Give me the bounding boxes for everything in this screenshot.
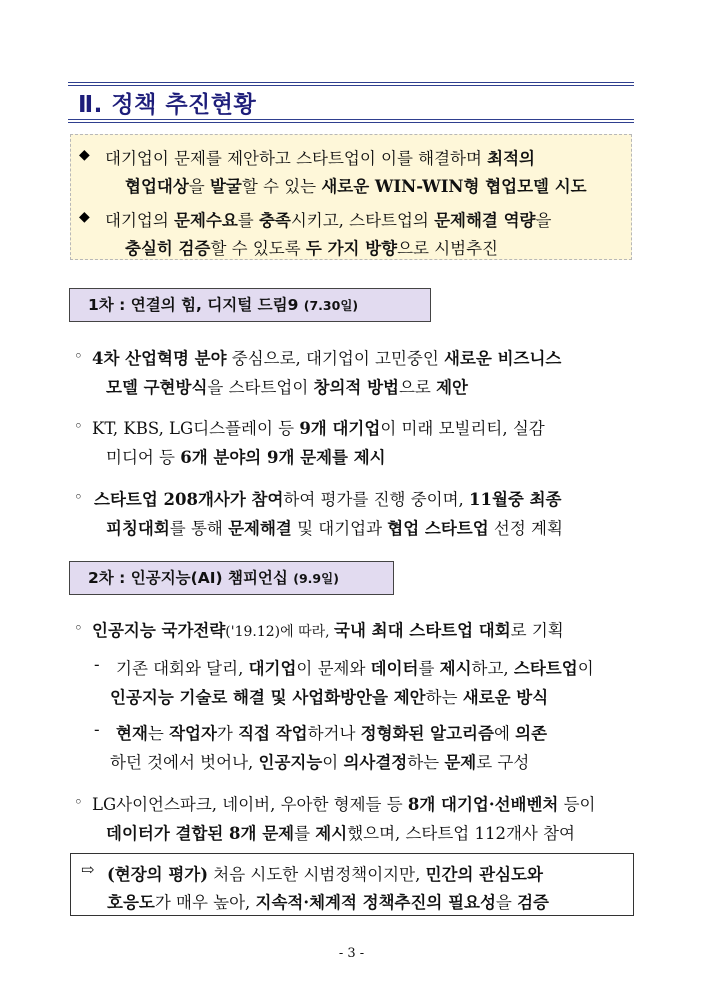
text: KT, KBS, LG디스플레이 등 bbox=[92, 419, 300, 438]
text: 을 스타트업이 bbox=[207, 378, 314, 397]
title-rule-top bbox=[68, 82, 634, 83]
bullet-icon: ◦ bbox=[74, 619, 83, 637]
text: 검증 bbox=[517, 893, 549, 912]
text: 을 bbox=[188, 177, 210, 196]
evaluation-line-2 bbox=[107, 889, 549, 913]
text: 창의적 방법 bbox=[313, 378, 399, 397]
round2-sub-2-line-1 bbox=[116, 720, 547, 744]
text: 의사결정 bbox=[343, 753, 408, 772]
text: ('19.12)에 따라, bbox=[225, 624, 335, 640]
text: 중심으로, 대기업이 고민중인 bbox=[226, 349, 445, 368]
text: 가 매우 높아, bbox=[154, 893, 256, 912]
text: 로 구성 bbox=[476, 753, 530, 772]
round1-label-date: (7.30일) bbox=[303, 298, 359, 313]
round2-label-date: (9.9일) bbox=[293, 571, 339, 586]
text: 제시 bbox=[439, 659, 472, 678]
text: 인공지능 기술로 해결 및 사업화방안을 제안 bbox=[110, 688, 426, 707]
text: 제시 bbox=[315, 824, 348, 843]
text: 가 bbox=[216, 724, 239, 743]
text: 새로운 비즈니스 bbox=[444, 349, 562, 368]
text: 데이터가 결합된 8개 문제 bbox=[106, 824, 295, 843]
text: 스타트업 bbox=[513, 659, 578, 678]
text: 하는 bbox=[407, 753, 445, 772]
round2-label bbox=[69, 561, 394, 595]
text: 미디어 등 bbox=[106, 448, 181, 467]
text: 대기업 bbox=[248, 659, 297, 678]
round1-label bbox=[69, 288, 431, 322]
text: 인공지능 bbox=[258, 753, 323, 772]
text: 를 통해 bbox=[169, 519, 229, 538]
text: 정형화된 알고리즘 bbox=[360, 724, 494, 743]
text: 이 bbox=[577, 659, 594, 678]
text: 하던 것에서 벗어나, bbox=[110, 753, 259, 772]
text: 처음 시도한 시범정책이지만, bbox=[208, 865, 426, 884]
text: 데이터 bbox=[370, 659, 419, 678]
text: 을 bbox=[535, 211, 552, 230]
text: 문제수요 bbox=[174, 211, 238, 230]
text: 스타트업 208개사가 참여 bbox=[94, 490, 284, 509]
round2-sub-2-line-2 bbox=[110, 749, 529, 773]
text: 이 문제와 bbox=[296, 659, 371, 678]
text: 하거나 bbox=[307, 724, 361, 743]
text: 를 bbox=[294, 824, 316, 843]
bullet-icon: ◦ bbox=[74, 347, 83, 365]
text: 할 수 있는 bbox=[241, 177, 322, 196]
text: 의존 bbox=[515, 724, 548, 743]
text: 시키고, 스타트업의 bbox=[290, 211, 435, 230]
text: 두 가지 방향 bbox=[305, 239, 398, 258]
section-title: Ⅱ. 정책 추진현황 bbox=[78, 92, 257, 118]
text: 으로 bbox=[398, 378, 437, 397]
round1-item-1-line-2 bbox=[106, 374, 468, 398]
round1-label-main: 1차 : 연결의 힘, 디지털 드림9 bbox=[88, 296, 304, 314]
text: 대기업의 bbox=[105, 211, 175, 230]
text: 할 수 있도록 bbox=[210, 239, 306, 258]
text: 에 bbox=[493, 724, 516, 743]
text: 호응도 bbox=[107, 893, 155, 912]
arrow-right-icon: ⇨ bbox=[81, 860, 95, 879]
text: 문제해결 역량 bbox=[434, 211, 536, 230]
text: 충실히 검증 bbox=[125, 239, 211, 258]
text: 9개 대기업 bbox=[299, 419, 381, 438]
text: 작업자 bbox=[169, 724, 217, 743]
text: (현장의 평가) bbox=[107, 865, 209, 884]
text: 제안 bbox=[436, 378, 468, 397]
diamond-bullet-icon: ◆ bbox=[79, 147, 90, 163]
text: 새로운 WIN-WIN형 협업모델 시도 bbox=[321, 177, 587, 196]
section-title-block bbox=[68, 82, 634, 122]
text: 를 bbox=[237, 211, 259, 230]
evaluation-box bbox=[70, 853, 634, 916]
round2-item-2-line-1 bbox=[92, 791, 596, 815]
text: 민간의 관심도와 bbox=[425, 865, 543, 884]
text: 피칭대회 bbox=[106, 519, 170, 538]
summary-1-line-1 bbox=[105, 145, 535, 169]
round1-item-3-line-1 bbox=[94, 486, 561, 510]
bullet-icon: ◦ bbox=[74, 488, 83, 506]
text: 선정 계획 bbox=[488, 519, 563, 538]
text: 최적의 bbox=[487, 149, 535, 168]
text: 4차 산업혁명 분야 bbox=[92, 349, 227, 368]
summary-2-line-2 bbox=[125, 235, 498, 259]
text: 을 bbox=[495, 893, 518, 912]
text: 기존 대회와 달리, bbox=[116, 659, 249, 678]
text: 했으며, 스타트업 112개사 참여 bbox=[347, 824, 575, 843]
text: 11월중 최종 bbox=[469, 490, 562, 509]
round2-sub-1-line-2 bbox=[110, 684, 548, 708]
dash-bullet: - bbox=[94, 720, 100, 739]
summary-box bbox=[70, 134, 632, 260]
round2-item-1-line-1 bbox=[92, 617, 564, 641]
round2-label-main: 2차 : 인공지능(AI) 챔피언십 bbox=[88, 569, 294, 587]
text: 현재 bbox=[116, 724, 148, 743]
text: LG사이언스파크, 네이버, 우아한 형제들 등 bbox=[92, 795, 408, 814]
bullet-icon: ◦ bbox=[74, 793, 83, 811]
text: 대기업이 문제를 제안하고 스타트업이 이를 해결하며 bbox=[105, 149, 488, 168]
text: 모델 구현방식 bbox=[106, 378, 208, 397]
text: 지속적·체계적 정책추진의 필요성 bbox=[255, 893, 496, 912]
text: 협업대상 bbox=[125, 177, 189, 196]
round1-item-3-line-2 bbox=[106, 515, 563, 539]
text: 6개 분야의 9개 문제를 제시 bbox=[180, 448, 386, 467]
summary-2-line-1 bbox=[105, 207, 551, 231]
text: 이 bbox=[322, 753, 344, 772]
summary-1-line-2 bbox=[125, 173, 587, 197]
text: 하여 평가를 진행 중이며, bbox=[283, 490, 470, 509]
dash-bullet: - bbox=[94, 655, 100, 674]
text: 국내 최대 스타트업 대회 bbox=[334, 621, 511, 640]
text: 직접 작업 bbox=[238, 724, 308, 743]
text: 문제 bbox=[444, 753, 477, 772]
page-number: - 3 - bbox=[338, 946, 365, 961]
round2-sub-1-line-1 bbox=[116, 655, 594, 679]
round1-item-1-line-1 bbox=[92, 345, 561, 369]
text: 등이 bbox=[558, 795, 596, 814]
evaluation-line-1 bbox=[107, 861, 543, 885]
round2-item-2-line-2 bbox=[106, 820, 575, 844]
text: 8개 대기업·선배벤처 bbox=[407, 795, 559, 814]
bullet-icon: ◦ bbox=[74, 417, 83, 435]
diamond-bullet-icon: ◆ bbox=[79, 209, 90, 225]
title-rule-bottom-2 bbox=[68, 122, 634, 123]
text: 새로운 방식 bbox=[462, 688, 549, 707]
round1-item-2-line-1 bbox=[92, 415, 545, 439]
text: 문제해결 bbox=[228, 519, 292, 538]
text: 및 대기업과 bbox=[291, 519, 388, 538]
text: 하고, bbox=[471, 659, 514, 678]
text: 는 bbox=[147, 724, 170, 743]
text: 이 미래 모빌리티, 실감 bbox=[380, 419, 545, 438]
text: 로 기획 bbox=[510, 621, 564, 640]
text: 협업 스타트업 bbox=[387, 519, 489, 538]
text: 를 bbox=[418, 659, 440, 678]
text: 인공지능 국가전략 bbox=[92, 621, 226, 640]
text: 으로 시범추진 bbox=[397, 239, 498, 258]
text: 발굴 bbox=[209, 177, 242, 196]
title-rule-bottom bbox=[68, 119, 634, 120]
text: 하는 bbox=[425, 688, 463, 707]
text: 충족 bbox=[258, 211, 291, 230]
round1-item-2-line-2 bbox=[106, 444, 386, 468]
